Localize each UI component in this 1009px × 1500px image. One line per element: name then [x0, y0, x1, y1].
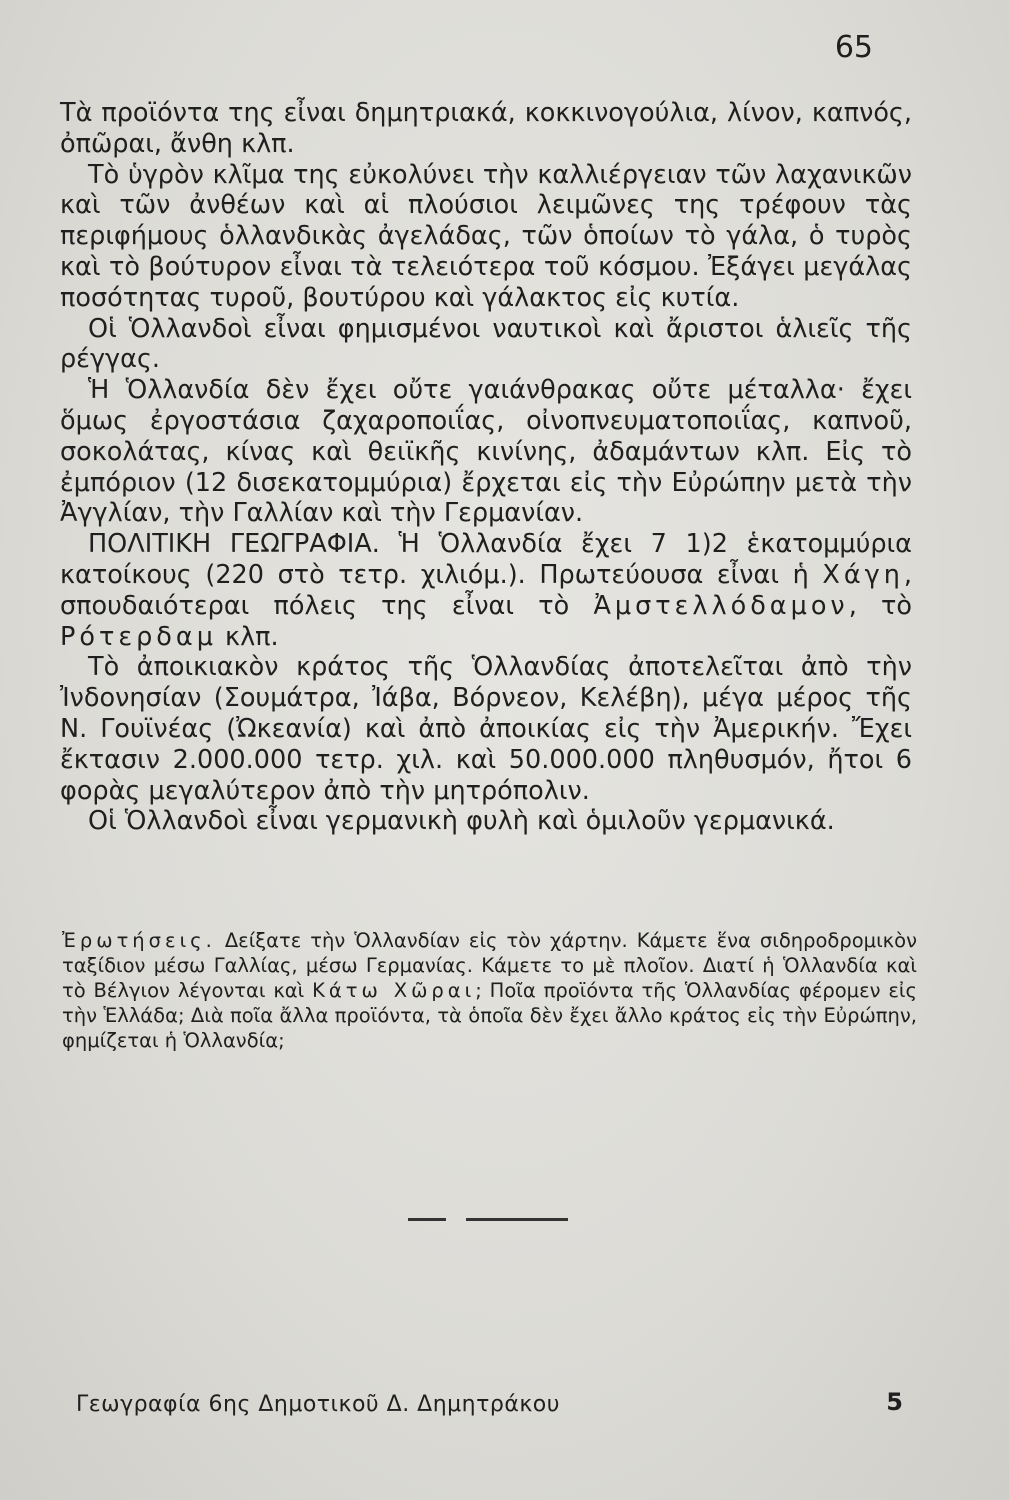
paragraph-politics: [60, 529, 912, 652]
signature-mark: 5: [886, 1388, 903, 1416]
politics-sep: , τὸ: [848, 590, 912, 621]
paragraph-products: Τὰ προϊόντα της εἶναι δημητριακά, κοκκινογούλια, λίνον, καπνός, ὀπῶραι, ἄνθη κλπ.: [60, 98, 912, 159]
paragraph-language: Οἱ Ὁλλανδοὶ εἶναι γερμανικὴ φυλὴ καὶ ὁμιλοῦν γερμανικά.: [88, 806, 835, 837]
rule-dash-short: [408, 1218, 446, 1221]
questions-paragraph: [62, 928, 917, 1053]
politics-tail: κλπ.: [225, 621, 279, 652]
questions-text-2: ; Ποῖα προϊόντα τῆς Ὁλλανδίας φέρομεν εἰς τὴν Ἑλλάδα; Διὰ ποῖα ἄλλα προϊόντα, τὰ ὁποῖα δὲν ἔχει ἄλλο κράτος εἰς τὴν Εὐρώπην, φημίζεται ἡ Ὁλλανδία;: [62, 979, 917, 1052]
politics-lead: ΠΟΛΙΤΙΚΗ ΓΕΩΓΡΑΦΙΑ. Ἡ Ὁλλανδία ἔχει 7 1)2 ἑκατομμύρια κατοίκους (220 στὸ τετρ. χιλιόμ.). Πρωτεύουσα εἶναι ἡ: [60, 529, 912, 590]
questions-text-1: Δείξατε τὴν Ὁλλανδίαν εἰς τὸν χάρτην. Κάμετε ἕνα σιδηροδρομικὸν ταξίδιον μέσω Γαλλίας, μέσω Γερμανίας. Κάμετε το μὲ πλοῖον. Διατί ἡ Ὁλλανδία καὶ τὸ Βέλγιον λέγονται καὶ: [62, 929, 917, 1002]
paragraph-sailors: Οἱ Ὁλλανδοὶ εἶναι φημισμένοι ναυτικοὶ καὶ ἄριστοι ἁλιεῖς τῆς ρέγγας.: [60, 313, 912, 375]
questions-label: Ἐρωτήσεις.: [62, 929, 216, 952]
capital-name: Χάγη: [822, 559, 904, 590]
section-end-rule: [408, 1218, 568, 1221]
city-amsterdam: Ἀμστελλόδαμον: [593, 590, 849, 621]
politics-mid: , σπουδαιότεραι πόλεις της εἶναι τὸ: [60, 559, 912, 621]
city-rotterdam: Ρότερδαμ: [60, 621, 217, 652]
body-text: [60, 98, 912, 837]
page-number: 65: [834, 30, 873, 65]
paragraph-climate: Τὸ ὑγρὸν κλῖμα της εὐκολύνει τὴν καλλιέργειαν τῶν λαχανικῶν καὶ τῶν ἀνθέων καὶ αἱ πλούσιοι λειμῶνες της τρέφουν τὰς περιφήμους ὁλλανδικὰς ἀγελάδας, τῶν ὁποίων τὸ γάλα, ὁ τυρὸς καὶ τὸ βούτυρον εἶναι τὰ τελειότερα τοῦ κόσμου. Ἐξάγει μεγάλας ποσότητας τυροῦ, βουτύρου καὶ γάλακτος εἰς κυτία.: [60, 159, 912, 313]
paragraph-colonies: Τὸ ἀποικιακὸν κράτος τῆς Ὁλλανδίας ἀποτελεῖται ἀπὸ τὴν Ἰνδονησίαν (Σουμάτρα, Ἰάβα, Βόρνεον, Κελέβη), μέγα μέρος τῆς Ν. Γουϊνέας (Ὠκεανία) καὶ ἀπὸ ἀποικίας εἰς τὴν Ἀμερικήν. Ἔχει ἔκτασιν 2.000.000 τετρ. χιλ. καὶ 50.000.000 πληθυσμόν, ἤτοι 6 φορὰς μεγαλύτερον ἀπὸ τὴν μητρόπολιν.: [60, 652, 912, 806]
questions-block: [62, 928, 917, 1053]
footer-book-title: Γεωγραφία 6ης Δημοτικοῦ Δ. Δημητράκου: [76, 1392, 560, 1417]
rule-dash-long: [466, 1218, 568, 1221]
paragraph-industry: Ἡ Ὁλλανδία δὲν ἔχει οὔτε γαιάνθρακας οὔτε μέταλλα· ἔχει ὅμως ἐργοστάσια ζαχαροποιΐας, οἰνοπνευματοποιΐας, καπνοῦ, σοκολάτας, κίνας καὶ θειϊκῆς κινίνης, ἀδαμάντων κλπ. Εἰς τὸ ἐμπόριον (12 δισεκατομμύρια) ἔρχεται εἰς τὴν Εὐρώπην μετὰ τὴν Ἀγγλίαν, τὴν Γαλλίαν καὶ τὴν Γερμανίαν.: [60, 375, 912, 529]
questions-term: Κάτω Χῶραι: [312, 979, 476, 1002]
